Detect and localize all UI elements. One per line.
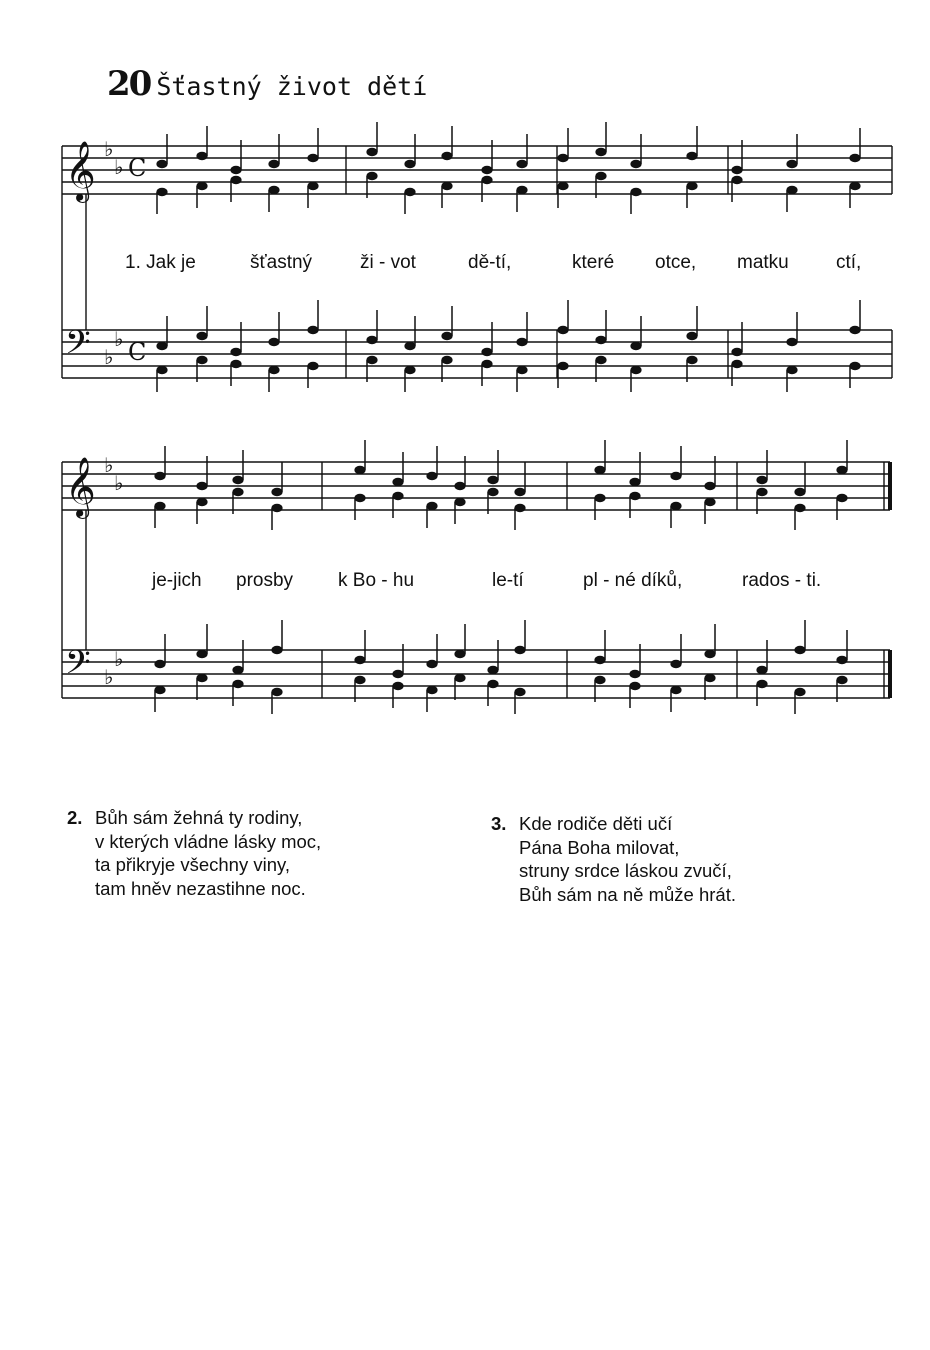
note-head bbox=[441, 332, 452, 340]
note-head bbox=[630, 160, 641, 168]
note-head bbox=[307, 154, 318, 162]
note-head bbox=[686, 182, 697, 190]
verse-line: tam hněv nezastihne noc. bbox=[95, 877, 306, 899]
note-head bbox=[404, 366, 415, 374]
note-head bbox=[268, 366, 279, 374]
note-head bbox=[595, 356, 606, 364]
note-head bbox=[514, 488, 525, 496]
note-head bbox=[230, 166, 241, 174]
note-head bbox=[786, 160, 797, 168]
note-head bbox=[196, 674, 207, 682]
note-head bbox=[454, 650, 465, 658]
note-head bbox=[271, 646, 282, 654]
note-head bbox=[487, 666, 498, 674]
note-head bbox=[594, 494, 605, 502]
note-head bbox=[704, 674, 715, 682]
note-head bbox=[786, 186, 797, 194]
note-head bbox=[594, 466, 605, 474]
flat-icon: ♭ bbox=[114, 327, 124, 351]
note-head bbox=[836, 494, 847, 502]
verse-3 bbox=[491, 812, 736, 906]
note-head bbox=[426, 686, 437, 694]
note-head bbox=[154, 502, 165, 510]
note-head bbox=[232, 488, 243, 496]
note-head bbox=[232, 680, 243, 688]
note-head bbox=[366, 172, 377, 180]
note-head bbox=[630, 342, 641, 350]
note-head bbox=[232, 476, 243, 484]
note-head bbox=[232, 666, 243, 674]
note-head bbox=[514, 688, 525, 696]
note-head bbox=[756, 476, 767, 484]
note-head bbox=[441, 182, 452, 190]
lyric: le-tí bbox=[492, 570, 524, 591]
note-head bbox=[849, 362, 860, 370]
note-head bbox=[557, 154, 568, 162]
verse-line: struny srdce láskou zvučí, bbox=[519, 860, 732, 881]
note-head bbox=[196, 152, 207, 160]
bass-clef-icon: 𝄢 bbox=[65, 644, 91, 690]
note-head bbox=[670, 660, 681, 668]
verse-line: ta přikryje všechny viny, bbox=[95, 854, 290, 875]
note-head bbox=[630, 366, 641, 374]
note-head bbox=[686, 152, 697, 160]
song-number: 20 bbox=[107, 64, 151, 104]
note-head bbox=[836, 676, 847, 684]
note-head bbox=[704, 482, 715, 490]
lyric: otce, bbox=[655, 252, 697, 273]
note-head bbox=[731, 360, 742, 368]
note-head bbox=[595, 148, 606, 156]
note-head bbox=[271, 504, 282, 512]
note-head bbox=[196, 182, 207, 190]
note-head bbox=[307, 182, 318, 190]
note-head bbox=[756, 680, 767, 688]
note-head bbox=[271, 488, 282, 496]
note-head bbox=[196, 332, 207, 340]
note-head bbox=[786, 366, 797, 374]
note-head bbox=[756, 488, 767, 496]
note-head bbox=[849, 154, 860, 162]
note-head bbox=[392, 478, 403, 486]
note-head bbox=[731, 348, 742, 356]
treble-clef-icon: 𝄞 bbox=[65, 457, 96, 517]
note-head bbox=[786, 338, 797, 346]
note-head bbox=[230, 348, 241, 356]
note-head bbox=[481, 166, 492, 174]
song-title: Šťastný život dětí bbox=[156, 72, 428, 101]
flat-icon: ♭ bbox=[114, 155, 124, 179]
note-head bbox=[704, 498, 715, 506]
note-head bbox=[557, 326, 568, 334]
lyric: ctí, bbox=[836, 252, 862, 273]
note-head bbox=[704, 650, 715, 658]
note-head bbox=[514, 504, 525, 512]
lyric: pl - né díků, bbox=[583, 570, 683, 591]
lyric: které bbox=[572, 252, 615, 273]
note-head bbox=[756, 666, 767, 674]
note-head bbox=[629, 478, 640, 486]
lyric: matku bbox=[737, 252, 789, 273]
note-head bbox=[441, 356, 452, 364]
note-head bbox=[354, 676, 365, 684]
note-head bbox=[154, 472, 165, 480]
note-head bbox=[670, 502, 681, 510]
note-head bbox=[426, 472, 437, 480]
note-head bbox=[594, 676, 605, 684]
lyric: šťastný bbox=[250, 252, 313, 273]
flat-icon: ♭ bbox=[104, 453, 114, 477]
note-head bbox=[487, 476, 498, 484]
note-head bbox=[156, 188, 167, 196]
note-head bbox=[794, 504, 805, 512]
note-head bbox=[392, 670, 403, 678]
note-head bbox=[594, 656, 605, 664]
note-head bbox=[230, 176, 241, 184]
lyric: prosby bbox=[236, 570, 294, 591]
note-head bbox=[849, 326, 860, 334]
note-head bbox=[731, 176, 742, 184]
note-head bbox=[630, 188, 641, 196]
note-head bbox=[516, 160, 527, 168]
note-head bbox=[392, 682, 403, 690]
note-head bbox=[516, 186, 527, 194]
note-head bbox=[516, 338, 527, 346]
flat-icon: ♭ bbox=[104, 665, 114, 689]
note-head bbox=[354, 656, 365, 664]
note-head bbox=[271, 688, 282, 696]
note-head bbox=[836, 656, 847, 664]
note-head bbox=[454, 498, 465, 506]
note-head bbox=[404, 160, 415, 168]
lyric: je-jich bbox=[152, 570, 202, 591]
treble-clef-icon: 𝄞 bbox=[65, 141, 96, 201]
note-head bbox=[670, 472, 681, 480]
note-head bbox=[156, 366, 167, 374]
note-head bbox=[366, 356, 377, 364]
note-head bbox=[731, 166, 742, 174]
note-head bbox=[426, 660, 437, 668]
verse-line: Bůh sám žehná ty rodiny, bbox=[95, 807, 303, 828]
note-head bbox=[849, 182, 860, 190]
flat-icon: ♭ bbox=[104, 345, 114, 369]
note-head bbox=[354, 494, 365, 502]
note-head bbox=[794, 646, 805, 654]
note-head bbox=[268, 186, 279, 194]
common-time-icon: C bbox=[128, 338, 147, 366]
verse-line: Bůh sám na ně může hrát. bbox=[519, 883, 736, 905]
common-time-icon: C bbox=[128, 154, 147, 182]
verse-2 bbox=[67, 806, 322, 900]
note-head bbox=[354, 466, 365, 474]
note-head bbox=[366, 336, 377, 344]
note-head bbox=[154, 660, 165, 668]
note-head bbox=[557, 362, 568, 370]
note-head bbox=[307, 326, 318, 334]
lyric: ži - vot bbox=[360, 252, 416, 273]
note-head bbox=[686, 332, 697, 340]
verse-number: 2. bbox=[67, 807, 83, 828]
note-head bbox=[154, 686, 165, 694]
note-head bbox=[404, 342, 415, 350]
flat-icon: ♭ bbox=[104, 137, 114, 161]
note-head bbox=[268, 160, 279, 168]
verse-number: 3. bbox=[491, 813, 507, 834]
note-head bbox=[481, 360, 492, 368]
note-head bbox=[629, 670, 640, 678]
note-head bbox=[836, 466, 847, 474]
note-head bbox=[516, 366, 527, 374]
note-head bbox=[595, 336, 606, 344]
note-head bbox=[307, 362, 318, 370]
note-head bbox=[686, 356, 697, 364]
note-head bbox=[670, 686, 681, 694]
note-head bbox=[794, 488, 805, 496]
lyric: rados - ti. bbox=[742, 570, 822, 591]
note-head bbox=[481, 176, 492, 184]
note-head bbox=[557, 182, 568, 190]
verse-line: Kde rodiče děti učí bbox=[519, 813, 673, 834]
note-head bbox=[392, 492, 403, 500]
lyric: 1. Jak je bbox=[125, 252, 196, 273]
lyric: k Bo - hu bbox=[338, 570, 415, 591]
note-head bbox=[595, 172, 606, 180]
note-head bbox=[196, 498, 207, 506]
note-head bbox=[629, 492, 640, 500]
flat-icon: ♭ bbox=[114, 647, 124, 671]
note-head bbox=[514, 646, 525, 654]
note-head bbox=[196, 650, 207, 658]
note-head bbox=[794, 688, 805, 696]
note-head bbox=[454, 674, 465, 682]
note-head bbox=[196, 356, 207, 364]
lyric: dě-tí, bbox=[468, 252, 512, 273]
note-head bbox=[426, 502, 437, 510]
note-head bbox=[481, 348, 492, 356]
note-head bbox=[156, 342, 167, 350]
note-head bbox=[629, 682, 640, 690]
note-head bbox=[268, 338, 279, 346]
verse-line: Pána Boha milovat, bbox=[519, 836, 680, 858]
flat-icon: ♭ bbox=[114, 471, 124, 495]
verse-line: v kterých vládne lásky moc, bbox=[95, 830, 322, 852]
note-head bbox=[230, 360, 241, 368]
bass-clef-icon: 𝄢 bbox=[65, 324, 91, 370]
note-head bbox=[366, 148, 377, 156]
note-head bbox=[196, 482, 207, 490]
note-head bbox=[487, 680, 498, 688]
note-head bbox=[156, 160, 167, 168]
note-head bbox=[487, 488, 498, 496]
note-head bbox=[454, 482, 465, 490]
note-head bbox=[441, 152, 452, 160]
note-head bbox=[404, 188, 415, 196]
